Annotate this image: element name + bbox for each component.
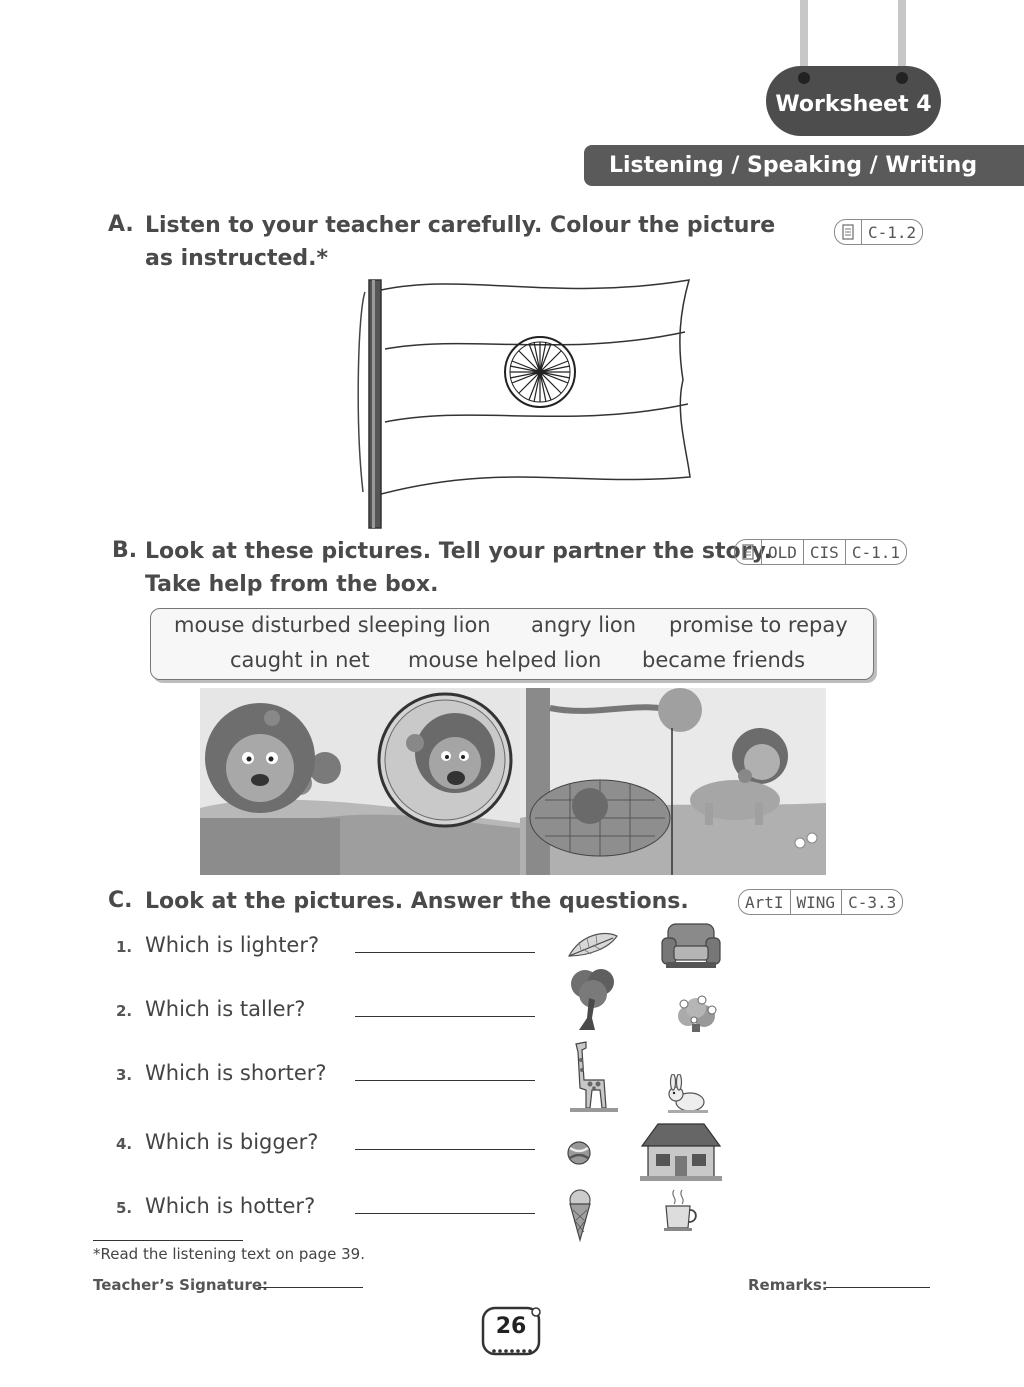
- ice-cream-icon: [566, 1188, 594, 1242]
- tag-old: OLD: [761, 540, 803, 564]
- question-3-text: Which is shorter?: [145, 1061, 327, 1085]
- word-hint: mouse helped lion: [408, 648, 602, 672]
- hanger-right: [898, 0, 906, 74]
- tag-c11: C-1.1: [845, 540, 906, 564]
- remarks-label: Remarks:: [748, 1276, 828, 1294]
- skills-label: Listening / Speaking / Writing: [609, 153, 978, 178]
- question-4-answer-line[interactable]: [355, 1149, 535, 1150]
- giraffe-icon: [564, 1038, 622, 1114]
- word-hint: mouse disturbed sleeping lion: [174, 613, 491, 637]
- question-1-number: 1.: [116, 938, 133, 956]
- section-c-title: Look at the pictures. Answer the questions.: [145, 889, 689, 914]
- teacher-signature-label: Teacher’s Signature:: [93, 1276, 269, 1294]
- sofa-icon: [660, 920, 722, 972]
- question-5-answer-line[interactable]: [355, 1213, 535, 1214]
- question-1-text: Which is lighter?: [145, 933, 320, 957]
- book-icon: [835, 220, 861, 244]
- lion-and-mouse-story-illustration: [200, 688, 826, 875]
- question-2-number: 2.: [116, 1002, 133, 1020]
- rabbit-icon: [664, 1074, 710, 1114]
- question-2-text: Which is taller?: [145, 997, 306, 1021]
- question-1-answer-line[interactable]: [355, 952, 535, 953]
- question-2-answer-line[interactable]: [355, 1016, 535, 1017]
- section-a-tags: [834, 219, 923, 245]
- flower-bush-icon: [672, 990, 720, 1034]
- section-c-letter: C.: [108, 888, 133, 913]
- word-hint: became friends: [642, 648, 806, 672]
- worksheet-badge: [766, 66, 941, 136]
- word-hint: caught in net: [230, 648, 370, 672]
- hanger-left: [800, 0, 808, 74]
- tag-c12: C-1.2: [861, 220, 922, 244]
- mouse-icon: [264, 710, 280, 726]
- section-a-line1: Listen to your teacher carefully. Colour the picture: [145, 213, 776, 238]
- section-a-line2: as instructed.*: [145, 246, 329, 271]
- word-box: [150, 608, 874, 680]
- section-c-tags: [738, 889, 903, 915]
- word-hint: angry lion: [531, 613, 637, 637]
- skills-bar: [584, 145, 1024, 186]
- section-b-line2: Take help from the box.: [145, 572, 439, 597]
- tree-icon: [565, 968, 619, 1032]
- footnote-rule: [93, 1240, 243, 1241]
- section-b-tags: [734, 539, 907, 565]
- question-3-number: 3.: [116, 1066, 133, 1084]
- question-4-number: 4.: [116, 1135, 133, 1153]
- teacher-signature-line[interactable]: [258, 1287, 363, 1288]
- chakra-icon: [505, 337, 575, 407]
- tag-arti: ArtI: [745, 892, 784, 912]
- book-icon: [735, 540, 761, 564]
- section-b-line1: Look at these pictures. Tell your partner the story.: [145, 539, 773, 564]
- mouse-icon: [738, 769, 752, 783]
- page-number: 26: [495, 1314, 527, 1339]
- feather-icon: [565, 930, 621, 960]
- worksheet-label: Worksheet 4: [775, 91, 932, 117]
- tag-c33: C-3.3: [841, 890, 902, 914]
- section-a-instruction: [145, 209, 775, 275]
- word-hint: promise to repay: [669, 613, 848, 637]
- section-a-letter: A.: [108, 212, 134, 237]
- tag-wing: WING: [790, 890, 842, 914]
- house-icon: [638, 1120, 724, 1182]
- flag-illustration: [355, 272, 700, 530]
- section-b-letter: B.: [112, 538, 138, 563]
- tag-cis: CIS: [803, 540, 845, 564]
- mouse-icon: [406, 734, 424, 752]
- question-4-text: Which is bigger?: [145, 1130, 319, 1154]
- footnote: *Read the listening text on page 39.: [93, 1245, 365, 1263]
- hanger-dot-left: [798, 72, 810, 84]
- question-5-text: Which is hotter?: [145, 1194, 316, 1218]
- ball-icon: [566, 1140, 592, 1166]
- hanger-dot-right: [896, 72, 908, 84]
- question-3-answer-line[interactable]: [355, 1080, 535, 1081]
- question-5-number: 5.: [116, 1199, 133, 1217]
- tea-cup-icon: [660, 1186, 700, 1234]
- section-b-instruction: [145, 535, 772, 601]
- remarks-line[interactable]: [826, 1287, 930, 1288]
